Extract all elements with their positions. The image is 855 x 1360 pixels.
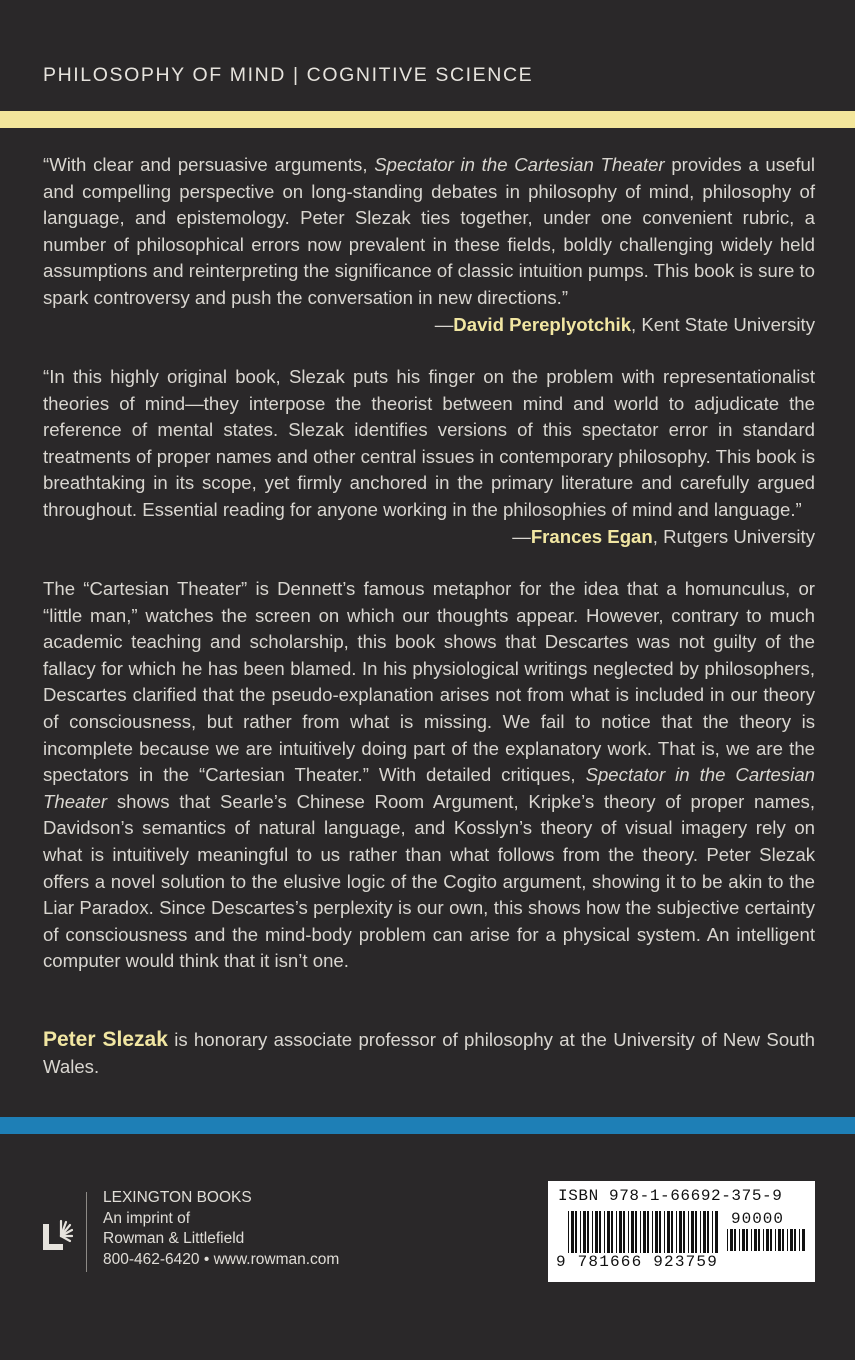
publisher-imprint: An imprint of	[103, 1209, 191, 1227]
ean-barcode-bars	[568, 1211, 720, 1255]
endorsement-attribution: —David Pereplyotchik, Kent State University	[434, 313, 815, 335]
endorser-name: Frances Egan	[530, 525, 653, 547]
publisher-name: LEXINGTON BOOKS	[103, 1189, 252, 1206]
book-title: Spectator in the Cartesian Theater	[43, 764, 816, 812]
addon-barcode-bars	[727, 1229, 807, 1251]
price-code: 90000	[731, 1210, 785, 1228]
isbn-barcode	[548, 1181, 815, 1282]
logo-divider	[86, 1192, 87, 1272]
publisher-info	[103, 1188, 339, 1270]
isbn-label: ISBN 978-1-66692-375-9	[558, 1187, 783, 1205]
publisher-parent: Rowman & Littlefield	[103, 1230, 245, 1247]
top-accent-band	[0, 111, 855, 128]
endorser-affiliation: , Rutgers University	[652, 525, 815, 547]
endorser-affiliation: , Kent State University	[631, 313, 815, 335]
lexington-books-logo-icon	[41, 1210, 73, 1250]
ean-digits: 9 781666 923759	[556, 1253, 719, 1271]
endorser-name: David Pereplyotchik	[453, 313, 632, 335]
book-description: The “Cartesian Theater” is Dennett’s famous metaphor for the idea that a homunculus, or “little man,” watches the screen on which our thoughts appear. However, contrary to much academic teaching and scholarship, this book shows that Descartes was not guilty of the fallacy for which he has been blamed. In his physiological writings neglected by philosophers, Descartes clarified that the pseudo-explanation arises not from what is included in our theory of consciousness, but rather from what is missing. We fail to notice that the theory is incomplete because we are intuitively doing part of the explanatory work. That is, we are the spectators in the “Cartesian Theater.” With detailed critiques, Spectator in the Cartesian Theater shows that Searle’s Chinese Room Argument, Kripke’s theory of proper names, Davidson’s semantics of natural language, and Kosslyn’s theory of visual imagery rely on what is intuitively meaningful to us rather than what follows from the theory. Peter Slezak offers a novel solution to the elusive logic of the Cogito argument, showing it to be akin to the Liar Paradox. Since Descartes’s perplexity is our own, this shows how the subjective certainty of consciousness and the mind-body problem can arise for a physical system. An intelligent computer would think that it isn’t one.	[43, 578, 816, 972]
endorsement-attribution: —Frances Egan, Rutgers University	[512, 525, 815, 547]
book-title: Spectator in the Cartesian Theater	[374, 154, 665, 175]
endorsement-1: “With clear and persuasive arguments, Spectator in the Cartesian Theater provides a useful and compelling perspective on long-standing debates in philosophy of mind, philosophy of language, and epistemology. Peter Slezak ties together, under one convenient rubric, a number of philosophical errors now prevalent in these fields, boldly challenging widely held assumptions and reinterpreting the significance of classic intuition pumps. This book is sure to spark controversy and push the conversation in new directions.” —David Pereplyotchik, Kent State University	[43, 152, 815, 338]
publisher-contact: 800-462-6420 • www.rowman.com	[103, 1250, 340, 1268]
bottom-accent-band	[0, 1117, 855, 1134]
author-name: Peter Slezak	[43, 1028, 168, 1051]
category-label: PHILOSOPHY OF MIND | COGNITIVE SCIENCE	[43, 64, 534, 86]
author-bio: Peter Slezak is honorary associate professor of philosophy at the University of New South Wales.	[43, 1028, 816, 1077]
endorsement-2: “In this highly original book, Slezak puts his finger on the problem with representationalist theories of mind—they interpose the theorist between mind and world to adjudicate the reference of mental states. Slezak identifies versions of this spectator error in standard treatments of proper names and other central issues in contemporary philosophy. This book is breathtaking in its scope, yet firmly anchored in the primary literature and carefully argued throughout. Essential reading for anyone working in the philosophies of mind and language.” —Frances Egan, Rutgers University	[43, 364, 815, 550]
